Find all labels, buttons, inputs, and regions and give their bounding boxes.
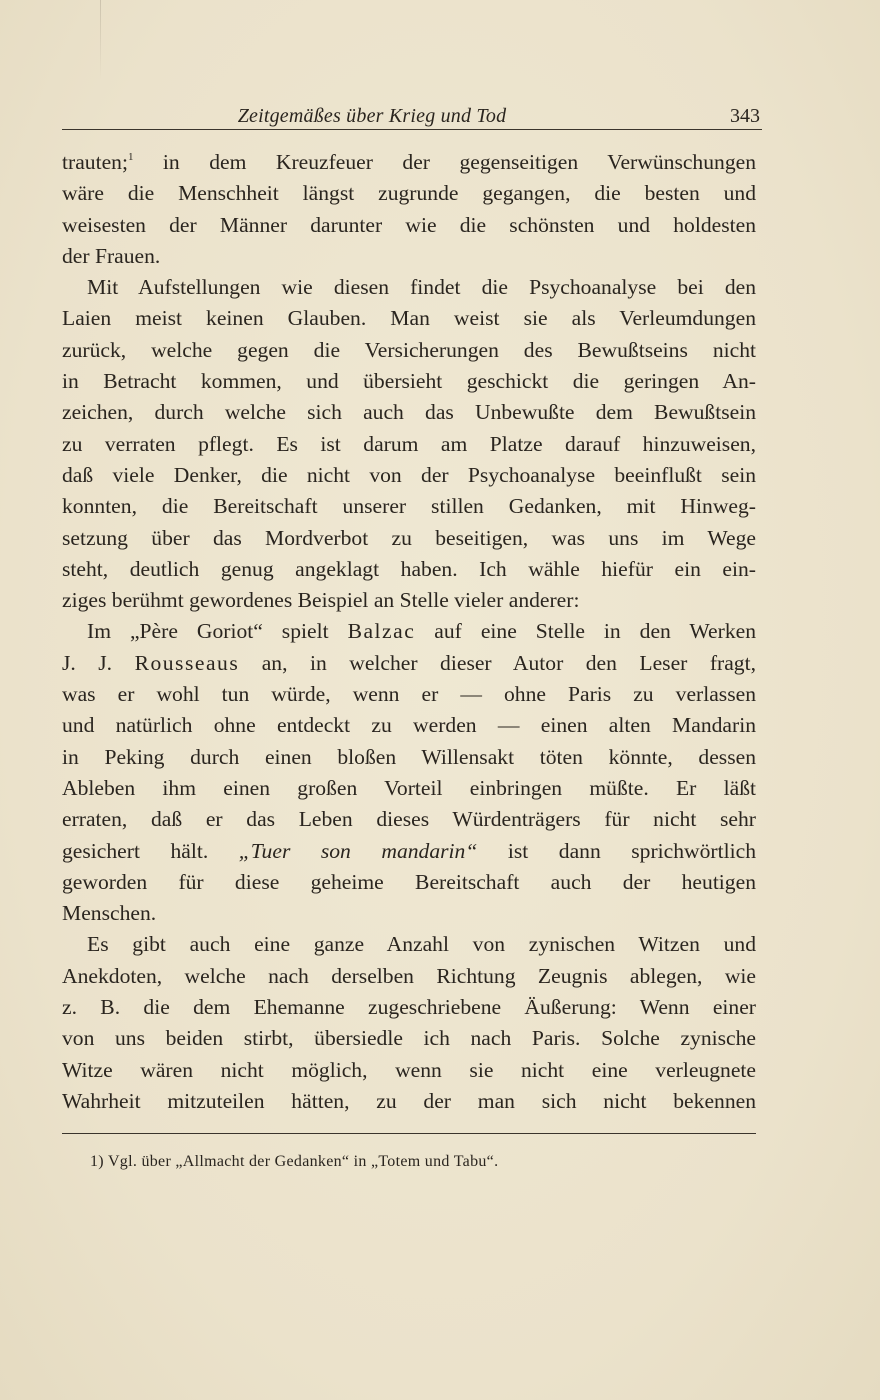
paper-crease [100,0,101,80]
running-header [62,104,762,130]
text-line: in Betracht kommen, und übersieht geschickt die geringen An- [62,369,756,394]
text-line: zu verraten pflegt. Es ist darum am Platze darauf hinzuweisen, [62,431,756,456]
text-line: was er wohl tun würde, wenn er — ohne Paris zu verlassen [62,682,756,707]
page-number: 343 [730,105,760,127]
text-line: zeichen, durch welche sich auch das Unbewußte dem Bewußtsein [62,400,756,425]
text-line: daß viele Denker, die nicht von der Psychoanalyse beeinflußt sein [62,462,756,487]
running-title: Zeitgemäßes über Krieg und Tod [237,105,507,127]
text-line: von uns beiden stirbt, übersiedle ich nach Paris. Solche zynische [62,1026,756,1051]
footnote: 1) Vgl. über „Allmacht der Gedanken“ in „Totem und Tabu“. [90,1153,499,1170]
text-line: Ableben ihm einen großen Vorteil einbringen müßte. Er läßt [62,775,756,800]
text-line: geworden für diese geheime Bereitschaft auch der heutigen [62,869,756,894]
text-line: setzung über das Mordverbot zu beseitigen, was uns im Wege [62,525,756,550]
text-line: Es gibt auch eine ganze Anzahl von zynischen Witzen und [87,932,756,957]
text-line: J. J. Rousseaus an, in welcher dieser Autor den Leser fragt, [62,650,756,675]
footnote-rule [62,1133,756,1134]
text-line: Wahrheit mitzuteilen hätten, zu der man sich nicht bekennen [62,1088,756,1113]
text-line: und natürlich ohne entdeckt zu werden — einen alten Mandarin [62,713,756,738]
text-line: Menschen. [62,901,157,926]
text-line: konnten, die Bereitschaft unserer stillen Gedanken, mit Hinweg- [62,494,756,519]
body-text [62,147,756,1117]
text-line: Witze wären nicht möglich, wenn sie nicht eine verleugnete [62,1057,756,1082]
text-line: zurück, welche gegen die Versicherungen des Bewußtseins nicht [62,337,756,362]
text-line: wäre die Menschheit längst zugrunde gegangen, die besten und [62,181,756,206]
text-line: der Frauen. [62,243,161,268]
footnote-marker: 1 [127,151,134,163]
author-name: Rousseaus [134,650,240,675]
text-line: steht, deutlich genug angeklagt haben. Ich wähle hiefür ein ein- [62,556,756,581]
text-line: Anekdoten, welche nach derselben Richtung Zeugnis ablegen, wie [62,963,756,988]
text-line: ziges berühmt gewordenes Beispiel an Stelle vieler anderer: [62,588,580,613]
text-line: gesichert hält. „Tuer son mandarin“ ist dann sprichwörtlich [62,838,756,863]
text-line: erraten, daß er das Leben dieses Würdenträgers für nicht sehr [62,807,756,832]
text-line: Im „Père Goriot“ spielt Balzac auf eine Stelle in den Werken [87,619,757,644]
text-line: in Peking durch einen bloßen Willensakt töten könnte, dessen [62,744,756,769]
header-rule [62,129,762,130]
text-line: weisesten der Männer darunter wie die schönsten und holdesten [62,212,756,237]
author-name: Balzac [347,619,416,644]
text-line: Mit Aufstellungen wie diesen findet die Psychoanalyse bei den [87,275,756,300]
text-line: z. B. die dem Ehemanne zugeschriebene Äußerung: Wenn einer [62,995,756,1020]
text-line: Laien meist keinen Glauben. Man weist sie als Verleumdungen [62,306,756,331]
text-line: trauten;$^1$ in dem Kreuzfeuer der gegenseitigen Verwünschungen [62,150,756,174]
italic-quote: „Tuer son mandarin“ [238,838,478,863]
